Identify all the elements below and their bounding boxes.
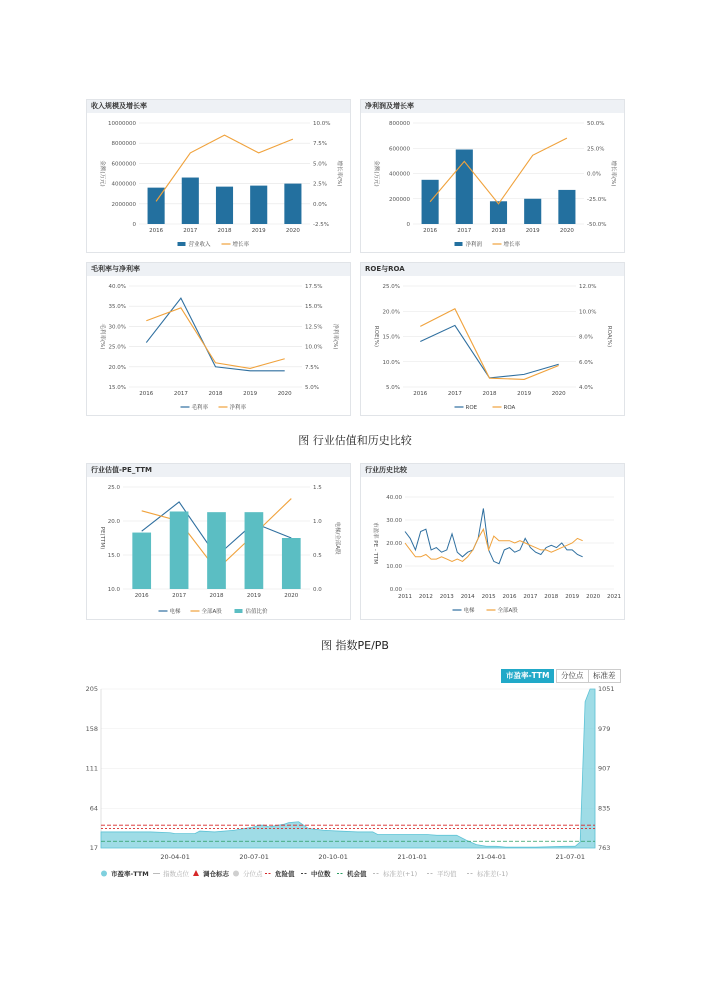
y-tick-label: 25.0 bbox=[107, 485, 120, 491]
margin-chart bbox=[87, 276, 350, 415]
y2-tick-label: 1.0 bbox=[313, 519, 322, 525]
bar bbox=[170, 511, 189, 589]
x-tick-label: 2018 bbox=[209, 593, 224, 599]
y2-tick-label: 5.0% bbox=[305, 385, 319, 391]
legend-label: 全部A股 bbox=[201, 609, 222, 615]
x-tick-label: 2018 bbox=[544, 594, 559, 600]
y-tick-label: 600000 bbox=[389, 146, 410, 153]
y2-tick-label: 2.5% bbox=[313, 181, 327, 188]
bar bbox=[250, 186, 267, 224]
x-tick-label: 2021 bbox=[607, 594, 621, 600]
bar bbox=[216, 187, 233, 224]
tab-percentile[interactable]: 分位点 bbox=[556, 669, 589, 683]
bar bbox=[132, 533, 151, 589]
y2-tick-label: 10.0% bbox=[305, 344, 323, 351]
y-axis-label: 金额(万元) bbox=[99, 160, 105, 187]
x-tick-label: 2016 bbox=[413, 391, 428, 397]
y2-tick-label: 12.5% bbox=[305, 324, 323, 331]
pe-index-chart-wrap bbox=[83, 663, 625, 883]
y2-tick-label: -2.5% bbox=[313, 222, 329, 228]
x-tick-label: 2016 bbox=[134, 593, 149, 599]
y2-tick-label: 907 bbox=[598, 764, 611, 773]
y-tick-label: 111 bbox=[85, 764, 98, 773]
x-tick-label: 2019 bbox=[517, 391, 532, 397]
chart-panel-margin bbox=[86, 262, 351, 416]
y-tick-label: 0 bbox=[132, 222, 136, 228]
bar bbox=[207, 512, 226, 589]
legend-label: 危险值 bbox=[275, 870, 295, 878]
y-tick-label: 8000000 bbox=[111, 141, 136, 148]
legend-label: 估值比价 bbox=[245, 609, 268, 615]
x-tick-label: 2014 bbox=[460, 594, 475, 600]
x-tick-label: 2019 bbox=[525, 228, 540, 234]
tab-std[interactable]: 标准差 bbox=[588, 669, 621, 683]
y2-tick-label: 12.0% bbox=[579, 284, 597, 290]
x-tick-label: 21-07-01 bbox=[555, 853, 586, 861]
x-tick-label: 2018 bbox=[208, 391, 223, 397]
chart-panel-revenue bbox=[86, 99, 351, 253]
y2-tick-label: 50.0% bbox=[587, 121, 605, 127]
valuation-chart bbox=[87, 477, 350, 619]
x-tick-label: 2018 bbox=[482, 391, 497, 397]
y-tick-label: 20.00 bbox=[386, 541, 402, 547]
y2-tick-label: 1.5 bbox=[313, 485, 322, 491]
y2-axis-label: ROA(%) bbox=[606, 325, 612, 348]
x-tick-label: 2017 bbox=[172, 593, 187, 599]
chart-panel-history bbox=[360, 463, 625, 620]
y2-tick-label: 835 bbox=[598, 804, 611, 813]
x-tick-label: 2019 bbox=[565, 594, 580, 600]
y-tick-label: 5.0% bbox=[386, 385, 400, 391]
series-line bbox=[420, 325, 558, 378]
legend-label: ROE bbox=[465, 405, 478, 411]
x-tick-label: 21-01-01 bbox=[397, 853, 427, 861]
figure-caption: 图 指数PE/PB bbox=[321, 639, 389, 652]
y-tick-label: 25.0% bbox=[382, 284, 400, 290]
x-tick-label: 20-10-01 bbox=[318, 853, 348, 861]
y-tick-label: 35.0% bbox=[108, 304, 126, 311]
profit-chart bbox=[361, 113, 624, 252]
y-tick-label: 0 bbox=[406, 222, 410, 228]
x-tick-label: 2015 bbox=[481, 594, 496, 600]
y2-tick-label: 7.5% bbox=[313, 141, 327, 148]
legend-label: 标准差(+1) bbox=[383, 870, 418, 878]
y2-tick-label: 25.0% bbox=[587, 146, 605, 153]
y2-tick-label: 0.0 bbox=[313, 587, 322, 593]
legend-label: 增长率 bbox=[503, 242, 521, 248]
legend-label: 电梯 bbox=[169, 609, 181, 615]
x-tick-label: 2019 bbox=[246, 593, 261, 599]
x-tick-label: 2017 bbox=[183, 228, 198, 234]
x-tick-label: 2020 bbox=[559, 228, 574, 234]
y2-axis-label: 增长率(%) bbox=[610, 160, 616, 187]
bar bbox=[558, 190, 575, 224]
y2-tick-label: 763 bbox=[598, 844, 611, 852]
chart-title: 收入规模及增长率 bbox=[87, 100, 350, 113]
x-tick-label: 2020 bbox=[285, 228, 300, 234]
y2-tick-label: 10.0% bbox=[313, 121, 331, 127]
y-tick-label: 40.0% bbox=[108, 284, 126, 290]
y-tick-label: 17 bbox=[89, 844, 98, 852]
y2-tick-label: 10.0% bbox=[579, 309, 597, 316]
y2-tick-label: 15.0% bbox=[305, 304, 323, 311]
bar bbox=[490, 201, 507, 224]
chart-title: 行业估值-PE_TTM bbox=[87, 464, 350, 477]
y2-tick-label: 6.0% bbox=[579, 359, 593, 366]
x-tick-label: 2017 bbox=[457, 228, 472, 234]
y2-tick-label: 979 bbox=[598, 724, 611, 733]
bar bbox=[245, 512, 264, 589]
y2-axis-label: 电梯/全部A股 bbox=[334, 521, 340, 555]
y2-tick-label: -50.0% bbox=[587, 222, 607, 228]
chart-panel-profit bbox=[360, 99, 625, 253]
y-tick-label: 30.00 bbox=[386, 518, 402, 524]
y2-tick-label: 0.5 bbox=[313, 553, 322, 559]
legend-swatch bbox=[233, 871, 239, 877]
legend-label: ROA bbox=[503, 405, 516, 411]
y-tick-label: 10.0% bbox=[382, 359, 400, 366]
legend-swatch bbox=[101, 871, 107, 877]
x-tick-label: 20-07-01 bbox=[239, 853, 269, 861]
y-tick-label: 6000000 bbox=[111, 161, 136, 168]
y2-tick-label: 0.0% bbox=[313, 201, 327, 208]
x-tick-label: 2020 bbox=[277, 391, 292, 397]
y-tick-label: 0.00 bbox=[389, 587, 402, 593]
x-tick-label: 2017 bbox=[523, 594, 538, 600]
y-axis-label: PE(TTM) bbox=[99, 526, 105, 550]
y-axis-label: 金额(万元) bbox=[373, 160, 379, 187]
legend-label: 市盈率-TTM bbox=[111, 870, 149, 878]
y2-tick-label: 7.5% bbox=[305, 364, 319, 371]
legend-label: 营业收入 bbox=[188, 242, 211, 248]
chart-panel-roe bbox=[360, 262, 625, 416]
chart-title: ROE与ROA bbox=[361, 263, 624, 276]
y-tick-label: 400000 bbox=[389, 171, 410, 178]
y-tick-label: 20.0 bbox=[107, 519, 120, 525]
x-tick-label: 2019 bbox=[251, 228, 266, 234]
y2-tick-label: -25.0% bbox=[587, 196, 607, 203]
tab-pe-ttm[interactable]: 市盈率-TTM bbox=[501, 669, 554, 683]
y2-tick-label: 17.5% bbox=[305, 284, 323, 290]
x-tick-label: 2020 bbox=[284, 593, 299, 599]
series-line bbox=[146, 298, 284, 371]
y-tick-label: 40.00 bbox=[386, 495, 402, 501]
legend-swatch bbox=[235, 609, 243, 613]
y-tick-label: 205 bbox=[85, 685, 98, 693]
legend-swatch bbox=[455, 242, 463, 246]
legend-label: 全部A股 bbox=[497, 608, 518, 614]
y-tick-label: 10000000 bbox=[108, 121, 136, 127]
legend-label: 分位点 bbox=[243, 870, 263, 878]
x-tick-label: 2013 bbox=[439, 594, 454, 600]
x-tick-label: 2020 bbox=[551, 391, 566, 397]
chart-title: 行业历史比较 bbox=[361, 464, 624, 477]
legend-label: 净利率 bbox=[229, 405, 247, 411]
x-tick-label: 2017 bbox=[447, 391, 462, 397]
y2-axis-label: 增长率(%) bbox=[336, 160, 342, 187]
x-tick-label: 21-04-01 bbox=[476, 853, 507, 861]
bar bbox=[284, 184, 301, 224]
legend-label: 净利润 bbox=[465, 242, 483, 248]
y-tick-label: 15.0 bbox=[107, 553, 120, 559]
y-tick-label: 10.0 bbox=[107, 587, 120, 593]
legend-label: 指数点位 bbox=[163, 870, 189, 878]
chart-title: 净利润及增长率 bbox=[361, 100, 624, 113]
bar bbox=[182, 178, 199, 224]
bar bbox=[524, 199, 541, 224]
chart-title: 毛利率与净利率 bbox=[87, 263, 350, 276]
legend-label: 中位数 bbox=[311, 870, 331, 878]
y2-tick-label: 1051 bbox=[598, 685, 615, 693]
legend-label: 增长率 bbox=[232, 242, 250, 248]
legend-label: 电梯 bbox=[463, 608, 475, 614]
y-tick-label: 4000000 bbox=[111, 181, 136, 188]
y-tick-label: 30.0% bbox=[108, 324, 126, 331]
y-tick-label: 15.0% bbox=[382, 334, 400, 341]
y-tick-label: 20.0% bbox=[108, 364, 126, 371]
x-tick-label: 2017 bbox=[173, 391, 188, 397]
legend-label: 调仓标志 bbox=[203, 870, 229, 878]
legend-label: 标准差(-1) bbox=[477, 870, 509, 878]
x-tick-label: 2016 bbox=[423, 228, 438, 234]
series-line bbox=[405, 529, 583, 561]
y-axis-label: 市盈率 PE - TTM bbox=[372, 522, 378, 564]
y-axis-label: 毛利率(%) bbox=[99, 323, 105, 350]
legend-swatch bbox=[193, 870, 199, 876]
x-tick-label: 2018 bbox=[491, 228, 506, 234]
series-line bbox=[146, 308, 284, 369]
bar bbox=[422, 180, 439, 224]
y-tick-label: 25.0% bbox=[108, 344, 126, 351]
chart-panel-valuation bbox=[86, 463, 351, 620]
y-tick-label: 20.0% bbox=[382, 309, 400, 316]
y2-tick-label: 5.0% bbox=[313, 161, 327, 168]
x-tick-label: 2016 bbox=[149, 228, 164, 234]
y2-tick-label: 8.0% bbox=[579, 334, 593, 341]
legend-label: 机会值 bbox=[347, 870, 367, 878]
y2-axis-label: 净利率(%) bbox=[332, 323, 338, 350]
bar bbox=[282, 538, 301, 589]
y-tick-label: 10.00 bbox=[386, 564, 402, 570]
figure-caption: 图 行业估值和历史比较 bbox=[298, 434, 412, 447]
legend-swatch bbox=[178, 242, 186, 246]
x-tick-label: 2018 bbox=[217, 228, 232, 234]
series-line bbox=[420, 309, 558, 380]
y-tick-label: 64 bbox=[89, 804, 98, 813]
y-tick-label: 158 bbox=[85, 724, 98, 733]
pe-index-chart bbox=[83, 663, 625, 883]
history-chart bbox=[361, 477, 624, 619]
y-tick-label: 2000000 bbox=[111, 201, 136, 208]
y-tick-label: 200000 bbox=[389, 196, 410, 203]
legend-label: 平均值 bbox=[437, 870, 457, 878]
roe-chart bbox=[361, 276, 624, 415]
y2-tick-label: 0.0% bbox=[587, 171, 601, 178]
legend-label: 毛利率 bbox=[191, 405, 209, 411]
x-tick-label: 2020 bbox=[586, 594, 601, 600]
x-tick-label: 2016 bbox=[502, 594, 517, 600]
y-tick-label: 800000 bbox=[389, 121, 410, 127]
x-tick-label: 2016 bbox=[139, 391, 154, 397]
y-tick-label: 15.0% bbox=[108, 385, 126, 391]
x-tick-label: 20-04-01 bbox=[160, 853, 190, 861]
revenue-chart bbox=[87, 113, 350, 252]
x-tick-label: 2019 bbox=[243, 391, 258, 397]
y-axis-label: ROE(%) bbox=[373, 325, 379, 348]
x-tick-label: 2011 bbox=[398, 594, 412, 600]
x-tick-label: 2012 bbox=[418, 594, 433, 600]
y2-tick-label: 4.0% bbox=[579, 385, 593, 391]
